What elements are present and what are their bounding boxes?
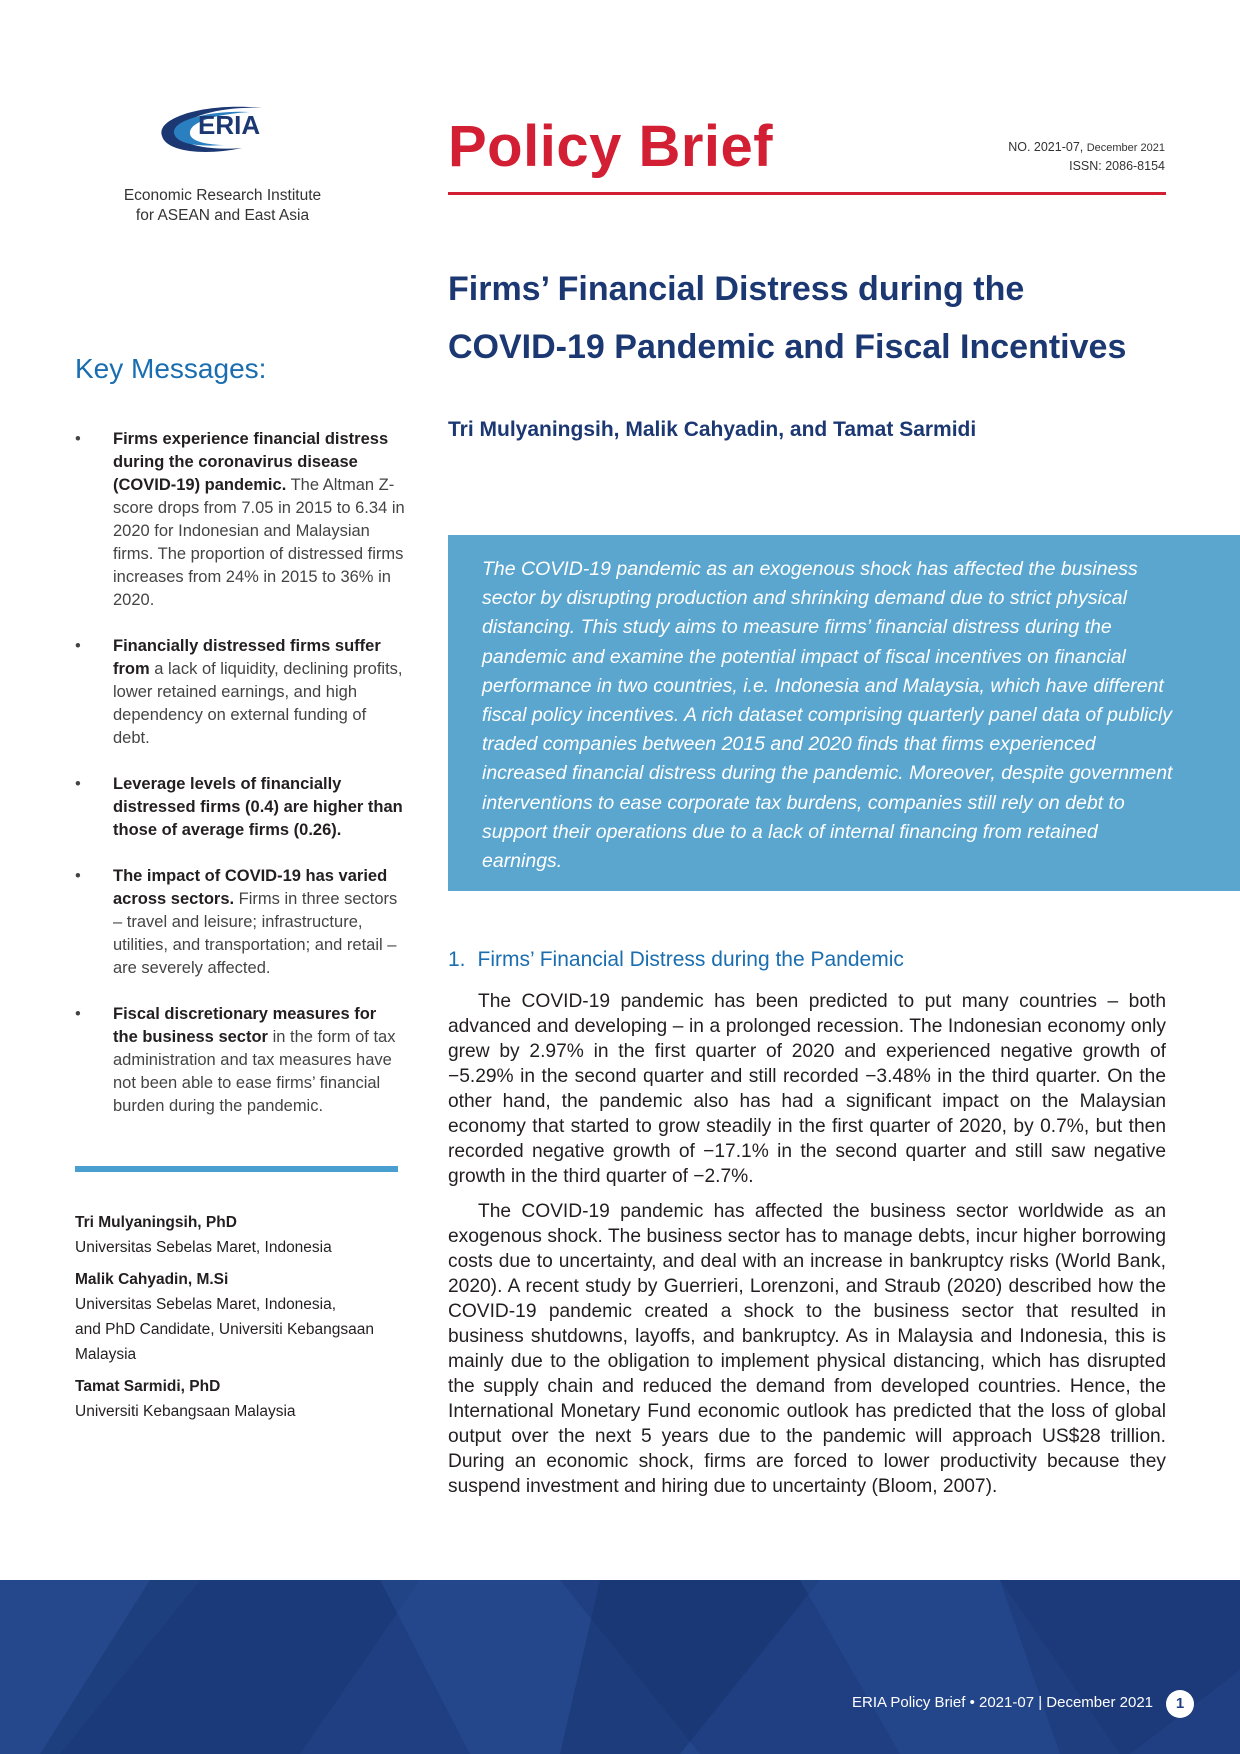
author-name: Tri Mulyaningsih, PhD xyxy=(75,1214,237,1231)
author-name: Malik Cahyadin, M.Si xyxy=(75,1271,229,1288)
author-affiliations xyxy=(75,1210,415,1431)
org-name-line1: Economic Research Institute xyxy=(123,187,322,204)
key-message-item: • Fiscal discretionary measures for the business sector in the form of tax administration and tax measures have not been able to ease firms’ financial burden during the pandemic. xyxy=(75,1005,396,1115)
footer-pattern-icon xyxy=(0,1580,1240,1754)
policy-brief-label: Policy Brief xyxy=(448,114,774,179)
author-institution: Universitas Sebelas Maret, Indonesia xyxy=(75,1239,332,1256)
eria-logo xyxy=(150,100,300,160)
author-institution: Universitas Sebelas Maret, Indonesia, xyxy=(75,1296,337,1313)
bullet-icon: • xyxy=(75,637,81,655)
bullet-icon: • xyxy=(75,430,81,448)
key-message-item: • Financially distressed firms suffer from a lack of liquidity, declining profits, lower retained earnings, and high dependency on external funding of debt. xyxy=(75,637,403,747)
section-body xyxy=(448,989,1166,1509)
footer-band xyxy=(0,1580,1240,1754)
brief-date: December 2021 xyxy=(1086,142,1165,154)
body-paragraph: The COVID-19 pandemic has affected the business sector worldwide as an exogenous shock. The business sector has to manage debts, incur higher borrowing costs due to uncertainty, and deal with an increase in bankruptcy risks (World Bank, 2020). A recent study by Guerrieri, Lorenzoni, and Straub (2020) described how the COVID-19 pandemic created a shock to the business sector that resulted in business shutdowns, layoffs, and bankruptcy. As in Malaysia and Indonesia, this is mainly due to the obligation to implement physical distancing, which has disrupted the supply chain and reduced the demand from developed countries. Hence, the International Monetary Fund economic outlook has predicted that the loss of global output over the next 5 years due to the pandemic will approach US$28 trillion. During an economic shock, firms are forced to lower productivity because they suspend investment and hiring due to uncertainty (Bloom, 2007). xyxy=(448,1201,1166,1497)
brief-number: NO. 2021-07, December 2021 xyxy=(1008,140,1165,154)
author-institution: Malaysia xyxy=(75,1346,137,1363)
org-name xyxy=(100,186,345,226)
abstract-box xyxy=(448,535,1240,891)
article-title-line2: COVID-19 Pandemic and Fiscal Incentives xyxy=(448,328,1127,366)
article-authors: Tri Mulyaningsih, Malik Cahyadin, and Tamat Sarmidi xyxy=(448,418,977,441)
key-message-item: • Firms experience financial distress during the coronavirus disease (COVID-19) pandemic. The Altman Z-score drops from 7.05 in 2015 to 6.34 in 2020 for Indonesian and Malaysian firms. The proportion of distressed firms increases from 24% in 2015 to 36% in 2020. xyxy=(75,430,405,609)
key-messages-list xyxy=(75,428,405,1141)
section-title: Firms’ Financial Distress during the Pandemic xyxy=(477,948,904,971)
section-number: 1. xyxy=(448,948,466,971)
bullet-icon: • xyxy=(75,1005,81,1023)
author-name: Tamat Sarmidi, PhD xyxy=(75,1378,221,1395)
body-paragraph: The COVID-19 pandemic has been predicted to put many countries – both advanced and developing – in a prolonged recession. The Indonesian economy only grew by 2.97% in the first quarter of 2020 and experienced negative growth of −5.29% in the second quarter and still recorded −3.48% in the third quarter. On the other hand, the pandemic also has had a significant impact on the Malaysian economy that started to grow steadily in the first quarter of 2020, by 0.7%, but then recorded negative growth of −17.1% in the second quarter and still saw negative growth in the third quarter of −2.7%. xyxy=(448,991,1166,1187)
footer-citation: ERIA Policy Brief • 2021-07 | December 2021 xyxy=(852,1694,1153,1711)
author-institution: and PhD Candidate, Universiti Kebangsaan xyxy=(75,1321,374,1338)
affiliation-block xyxy=(75,1267,415,1367)
key-messages-heading: Key Messages: xyxy=(75,353,267,384)
affiliation-block xyxy=(75,1210,415,1260)
bullet-icon: • xyxy=(75,867,81,885)
issn: ISSN: 2086-8154 xyxy=(1069,159,1165,173)
org-name-line2: for ASEAN and East Asia xyxy=(135,207,310,224)
key-message-item: • Leverage levels of financially distressed firms (0.4) are higher than those of average firms (0.26). xyxy=(75,775,403,839)
article-title xyxy=(448,260,1188,376)
svg-text:ERIA: ERIA xyxy=(198,110,261,140)
section-heading xyxy=(448,948,904,972)
article-title-line1: Firms’ Financial Distress during the xyxy=(448,270,1025,308)
bullet-icon: • xyxy=(75,775,81,793)
affiliation-block xyxy=(75,1374,415,1424)
author-institution: Universiti Kebangsaan Malaysia xyxy=(75,1403,296,1420)
eria-swoosh-logo-icon xyxy=(150,100,300,160)
brief-meta xyxy=(1008,138,1165,175)
page-number-badge: 1 xyxy=(1166,1690,1194,1718)
key-messages-divider xyxy=(75,1166,398,1172)
key-message-item: • The impact of COVID-19 has varied across sectors. Firms in three sectors – travel and leisure; infrastructure, utilities, and transportation; and retail – are severely affected. xyxy=(75,867,398,977)
masthead-rule xyxy=(448,192,1166,195)
abstract-text: The COVID-19 pandemic as an exogenous shock has affected the business sector by disrupting production and shrinking demand due to strict physical distancing. This study aims to measure firms’ financial distress during the pandemic and examine the potential impact of fiscal incentives on financial performance in two countries, i.e. Indonesia and Malaysia, which have different fiscal policy incentives. A rich dataset comprising quarterly panel data of publicly traded companies between 2015 and 2020 finds that firms experienced increased financial distress during the pandemic. Moreover, despite government interventions to ease corporate tax burdens, companies still rely on debt to support their operations due to a lack of internal financing from retained earnings. xyxy=(482,558,1173,873)
